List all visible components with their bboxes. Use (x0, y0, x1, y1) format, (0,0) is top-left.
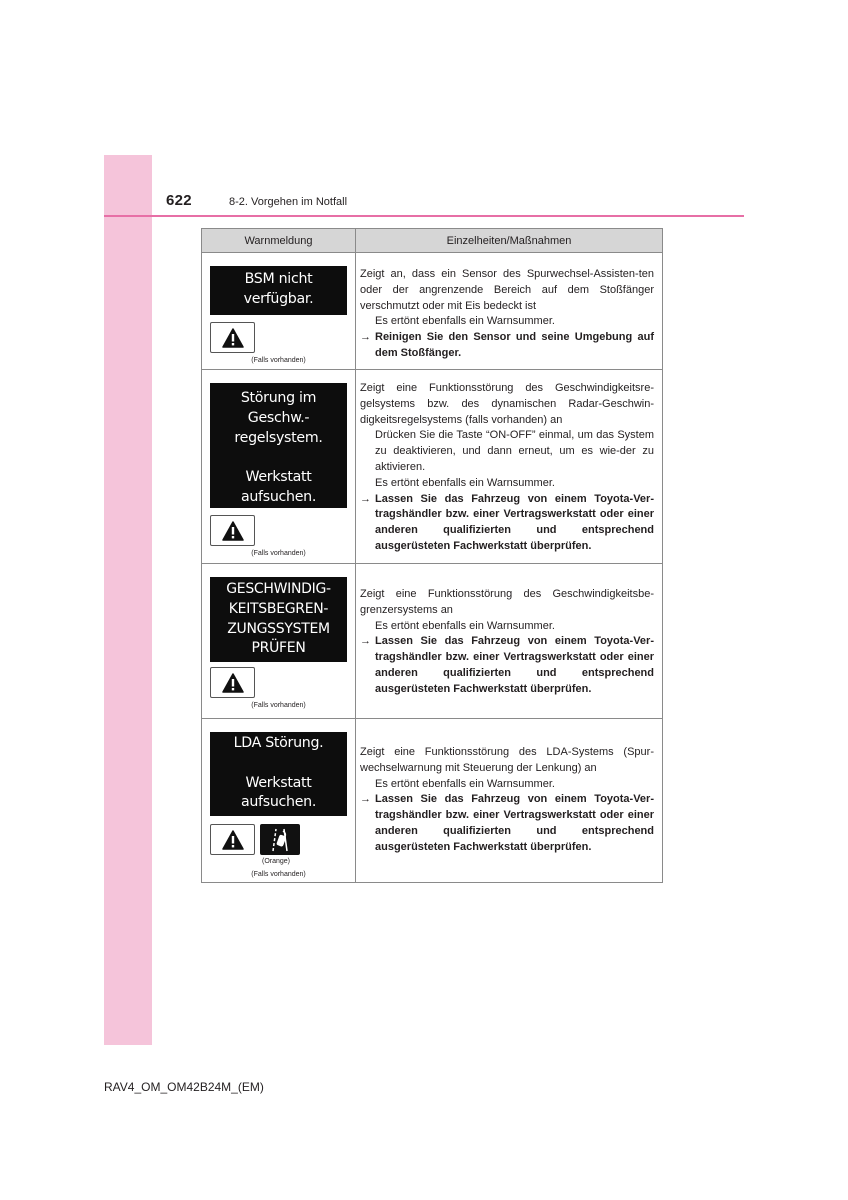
availability-note: (Falls vorhanden) (251, 702, 306, 709)
details-cell (356, 564, 662, 718)
page-number: 622 (166, 192, 192, 209)
buzzer-text: Es ertönt ebenfalls ein Warnsummer. (375, 619, 555, 632)
table-row (202, 564, 662, 719)
action-item (360, 492, 654, 555)
warning-triangle-icon (210, 667, 255, 698)
details-cell (356, 253, 662, 369)
action-text: Lassen Sie das Fahrzeug von einem Toyota-Ver-tragshändler bzw. einer Vertragswerkstatt oder einer anderen qualifizierten und entsprechend ausgerüsteten Fachwerkstatt überprüfen. (375, 793, 654, 853)
action-text: Lassen Sie das Fahrzeug von einem Toyota-Ver-tragshändler bzw. einer Vertragswerkstatt oder einer anderen qualifizierten und entsprechend ausgerüsteten Fachwerkstatt überprüfen. (375, 492, 654, 552)
warning-cell (202, 370, 356, 563)
header-rule (104, 215, 744, 217)
warning-cell (202, 564, 356, 718)
table-row (202, 719, 662, 882)
details-cell (356, 719, 662, 882)
warning-message-display: LDA Störung. Werkstatt aufsuchen. (210, 732, 347, 816)
lane-departure-icon (260, 824, 300, 855)
action-item (360, 330, 654, 362)
buzzer-text: Es ertönt ebenfalls ein Warnsummer. (375, 315, 555, 328)
description-text: Zeigt an, dass ein Sensor des Spurwechsel-Assisten-ten oder der angrenzende Bereich auf dem Stoßfänger verschmutzt oder mit Eis bedeckt ist (360, 268, 654, 312)
description-text: Zeigt eine Funktionsstörung des LDA-Systems (Spur-wechselwarnung mit Steuerung der Lenkung) an (360, 746, 654, 774)
warning-message-display: BSM nicht verfügbar. (210, 266, 347, 315)
action-item (360, 792, 654, 855)
action-item (360, 634, 654, 697)
warning-cell (202, 253, 356, 369)
table-header (202, 229, 662, 253)
table-row (202, 370, 662, 564)
description-text: Zeigt eine Funktionsstörung des Geschwindigkeitsbe-grenzersystems an (360, 588, 654, 616)
column-header-warning: Warnmeldung (202, 229, 356, 252)
action-text: Reinigen Sie den Sensor und seine Umgebung auf dem Stoßfänger. (375, 331, 654, 359)
description-text: Zeigt eine Funktionsstörung des Geschwindigkeitsre-gelsystems bzw. des dynamischen Radar-Geschwin-digkeitsregelsystems (falls vorhanden) an (360, 382, 654, 426)
warning-table (201, 228, 663, 883)
warning-triangle-icon (210, 824, 255, 855)
warning-message-display: Störung im Geschw.- regelsystem. Werkstatt aufsuchen. (210, 383, 347, 508)
warning-triangle-icon (210, 322, 255, 353)
section-title: 8-2. Vorgehen im Notfall (229, 196, 348, 208)
column-header-details: Einzelheiten/Maßnahmen (446, 234, 572, 247)
buzzer-text: Es ertönt ebenfalls ein Warnsummer. (375, 476, 555, 489)
table-row (202, 253, 662, 370)
buzzer-text: Es ertönt ebenfalls ein Warnsummer. (375, 777, 555, 790)
arrow-right-icon: → (360, 793, 371, 806)
arrow-right-icon: → (360, 492, 371, 505)
warning-triangle-icon (210, 515, 255, 546)
availability-note: (Falls vorhanden) (251, 550, 306, 557)
warning-cell (202, 719, 356, 882)
side-tab-bar (104, 155, 152, 1045)
instruction-text: Drücken Sie die Taste “ON-OFF” einmal, um das System zu deaktivieren, und dann erneut, um es wie-der zu aktivieren. (375, 429, 654, 473)
warning-message-display: GESCHWINDIG- KEITSBEGREN- ZUNGSSYSTEM PRÜFEN (210, 577, 347, 662)
icon-color-note: (Orange) (262, 858, 291, 865)
action-text: Lassen Sie das Fahrzeug von einem Toyota-Ver-tragshändler bzw. einer Vertragswerkstatt oder einer anderen qualifizierten und entsprechend ausgerüsteten Fachwerkstatt überprüfen. (375, 635, 654, 695)
arrow-right-icon: → (360, 635, 371, 648)
document-code: RAV4_OM_OM42B24M_(EM) (104, 1080, 264, 1094)
availability-note: (Falls vorhanden) (251, 871, 306, 878)
availability-note: (Falls vorhanden) (251, 357, 306, 364)
arrow-right-icon: → (360, 331, 371, 344)
details-cell (356, 370, 662, 563)
